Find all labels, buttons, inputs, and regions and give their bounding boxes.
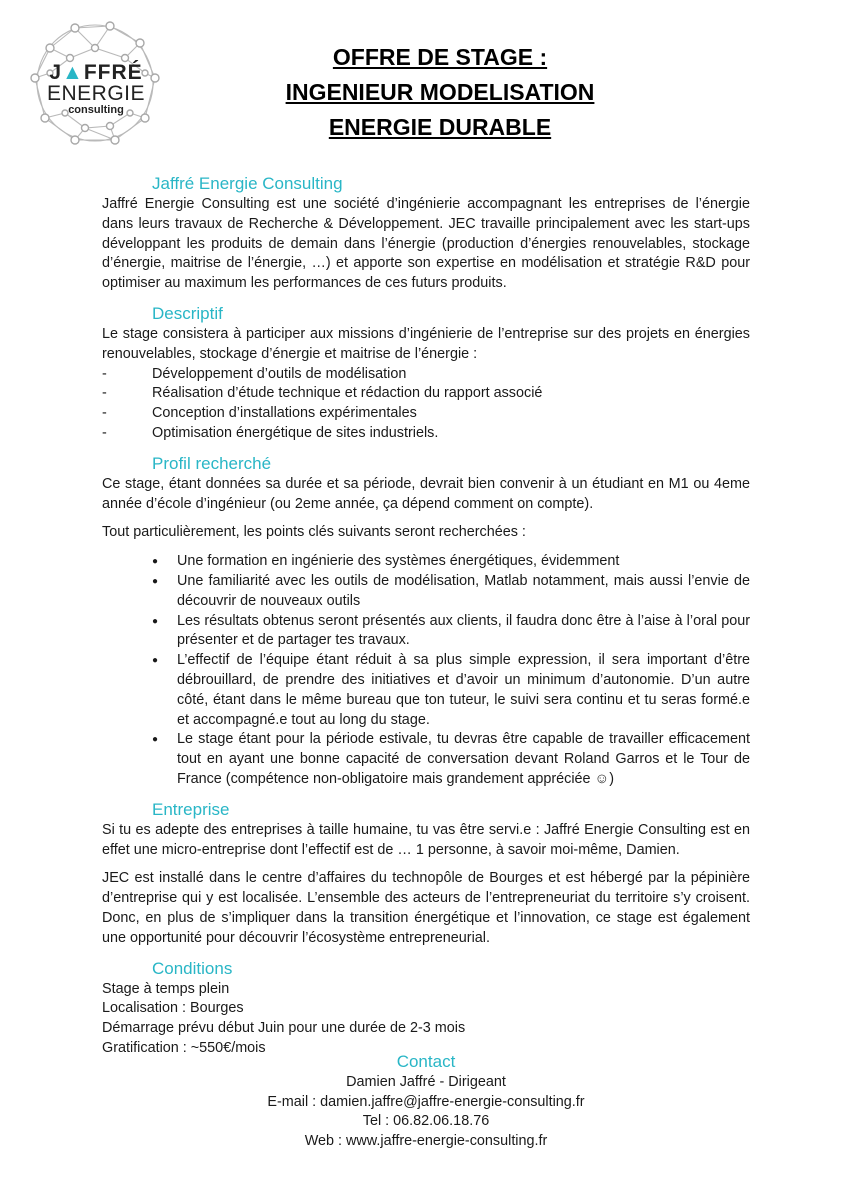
section-heading-descriptif: Descriptif	[152, 303, 223, 323]
section-heading-conditions: Conditions	[152, 958, 233, 978]
contact-email: E-mail : damien.jaffre@jaffre-energie-consulting.fr	[267, 1093, 585, 1110]
contact-website: Web : www.jaffre-energie-consulting.fr	[304, 1132, 548, 1149]
profil-intro: Ce stage, étant données sa durée et sa période, devrait bien convenir à un étudiant en M1 ou 4eme année d’école d’ingénieur (ou 2eme année, ça dépend comment on compte).	[102, 475, 750, 512]
contact-name: Damien Jaffré - Dirigeant	[346, 1074, 506, 1090]
list-item: - Conception d’installations expérimentales	[102, 405, 417, 422]
company-text: Jaffré Energie Consulting est une société d’ingénierie accompagnant les entreprises de l’énergie dans leurs travaux de Recherche & Développement. JEC travaille principalement avec les start-ups développant les produits de demain dans l’énergie (production d’énergies renouvelables, stockage d’énergie, maitrise de l’énergie, …) et apporte son expertise en modélisation et stratégie R&D pour optimiser au maximum les performances de ces futurs produits.	[102, 196, 750, 292]
list-item: ● Le stage étant pour la période estivale, tu devras être capable de travailler efficacement tout en ayant une bonne capacité de conversation devant Roland Garros et le Tour de France (compétence non-obligatoire mais grandement appréciée ☺)	[152, 731, 750, 787]
list-item: ● L’effectif de l’équipe étant réduit à sa plus simple expression, il sera important d’être débrouillard, de prendre des initiatives et d’avoir un minimum d’autonomie. D’un autre côté, étant dans le même bureau que ton tuteur, le suivi sera continu et tu seras formé.e et accompagné.e tout au long du stage.	[152, 652, 750, 728]
profil-list	[102, 552, 750, 790]
list-item: ● Les résultats obtenus seront présentés aux clients, il faudra donc être à l’aise à l’oral pour présenter et de partager tes travaux.	[152, 612, 750, 649]
descriptif-intro: Le stage consistera à participer aux missions d’ingénierie de l’entreprise sur des projets en énergies renouvelables, stockage d’énergie et maitrise de l’énergie :	[102, 325, 750, 362]
section-heading-company: Jaffré Energie Consulting	[152, 174, 343, 193]
triangle-icon: ▲	[62, 61, 84, 84]
list-item: ● Une formation en ingénierie des systèmes énergétiques, évidemment	[152, 553, 620, 570]
section-heading-profil: Profil recherché	[152, 453, 272, 473]
contact-block	[102, 1051, 750, 1151]
list-item: - Optimisation énergétique de sites industriels.	[102, 424, 439, 441]
descriptif-list	[102, 365, 750, 444]
list-item: - Développement d’outils de modélisation	[102, 365, 407, 382]
document-body	[102, 173, 750, 1059]
logo-wordmark: J▲FFRÉ ENERGIE consulting	[46, 61, 146, 116]
condition-line: Démarrage prévu début Juin pour une durée de 2-3 mois	[102, 1020, 466, 1037]
entreprise-p1: Si tu es adepte des entreprises à taille humaine, tu vas être servi.e : Jaffré Energie Consulting est en effet une micro-entreprise dont l’effectif est de … 1 personne, à savoir moi-même, Damien.	[102, 821, 750, 858]
section-heading-contact: Contact	[396, 1052, 456, 1071]
page-title: OFFRE DE STAGE : INGENIEUR MODELISATION ENERGIE DURABLE	[285, 44, 595, 140]
condition-line: Gratification : ~550€/mois	[102, 1039, 266, 1056]
list-item: ● Une familiarité avec les outils de modélisation, Matlab notamment, mais aussi l’envie de découvrir de nouveaux outils	[152, 572, 750, 609]
list-item: - Réalisation d’étude technique et rédaction du rapport associé	[102, 385, 543, 402]
condition-line: Localisation : Bourges	[102, 1000, 244, 1017]
entreprise-p2: JEC est installé dans le centre d’affaires du technopôle de Bourges et est hébergé par la pépinière d’entreprise qui y est localisée. L’ensemble des acteurs de l’entrepreneuriat du territoire s’y croisent. Donc, en plus de s’impliquer dans la transition énergétique et l’innovation, ce stage est également une opportunité pour découvrir l’écosystème entrepreneurial.	[102, 870, 750, 946]
section-heading-entreprise: Entreprise	[152, 799, 230, 819]
condition-line: Stage à temps plein	[102, 980, 230, 997]
contact-phone: Tel : 06.82.06.18.76	[362, 1113, 490, 1129]
profil-intro2: Tout particulièrement, les points clés suivants seront recherchées :	[102, 524, 526, 541]
